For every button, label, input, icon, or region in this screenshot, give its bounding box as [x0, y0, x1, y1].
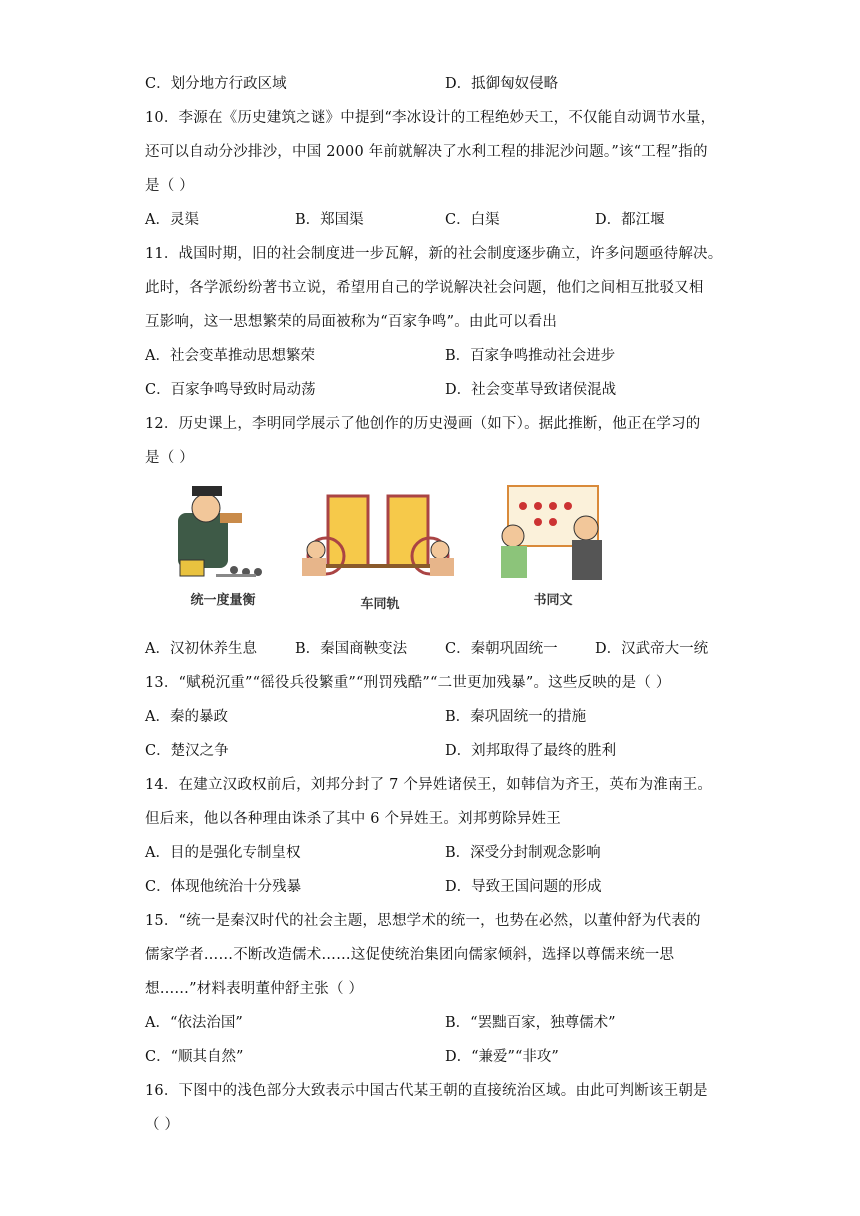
- answer-option[interactable]: B．百家争鸣推动社会进步: [445, 348, 616, 364]
- caption-measures: 统一度量衡: [190, 593, 256, 608]
- answer-option[interactable]: C．“顺其自然”: [145, 1049, 244, 1065]
- question-text-line: 想……”材料表明董仲舒主张（ ）: [145, 981, 364, 997]
- question-text-line: 还可以自动分沙排沙，中国 2000 年前就解决了水利工程的排泥沙问题。”该“工程”指的: [145, 144, 708, 160]
- panel-measures-icon: [178, 486, 262, 608]
- question-text-line: 此时，各学派纷纷著书立说，希望用自己的学说解决社会问题，他们之间相互批驳又相: [145, 280, 704, 296]
- answer-option[interactable]: D．“兼爱”“非攻”: [445, 1049, 559, 1065]
- answer-option[interactable]: A．汉初休养生息: [145, 641, 257, 657]
- answer-option[interactable]: A．灵渠: [145, 212, 199, 228]
- question-text-line: 是（ ）: [145, 178, 194, 194]
- panel-script-icon: [501, 486, 602, 608]
- answer-option[interactable]: C．秦朝巩固统一: [445, 641, 558, 657]
- answer-option[interactable]: B．深受分封制观念影响: [445, 845, 601, 861]
- answer-option[interactable]: A．社会变革推动思想繁荣: [145, 348, 315, 364]
- answer-option[interactable]: D．导致王国问题的形成: [445, 879, 602, 895]
- question-text-line: 11．战国时期，旧的社会制度进一步瓦解，新的社会制度逐步确立，许多问题亟待解决。: [145, 246, 723, 262]
- answer-option[interactable]: B．“罢黜百家，独尊儒术”: [445, 1015, 616, 1031]
- answer-option[interactable]: C．百家争鸣导致时局动荡: [145, 382, 316, 398]
- answer-option[interactable]: B．秦巩固统一的措施: [445, 709, 587, 725]
- answer-option[interactable]: D．抵御匈奴侵略: [445, 76, 559, 92]
- answer-option[interactable]: A．“依法治国”: [145, 1015, 243, 1031]
- answer-option[interactable]: C．体现他统治十分残暴: [145, 879, 302, 895]
- answer-option[interactable]: B．秦国商鞅变法: [295, 641, 408, 657]
- answer-option[interactable]: B．郑国渠: [295, 212, 364, 228]
- question-text-line: 10．李源在《历史建筑之谜》中提到“李冰设计的工程绝妙天工，不仅能自动调节水量，: [145, 110, 716, 126]
- answer-option[interactable]: C．白渠: [445, 212, 500, 228]
- panel-axles-icon: [302, 496, 454, 612]
- answer-option[interactable]: A．目的是强化专制皇权: [145, 845, 301, 861]
- answer-option[interactable]: C．楚汉之争: [145, 743, 229, 759]
- answer-option[interactable]: D．都江堰: [595, 212, 665, 228]
- answer-option[interactable]: D．社会变革导致诸侯混战: [445, 382, 617, 398]
- question-text-line: （ ）: [145, 1117, 180, 1133]
- question-text-line: 15．“统一是秦汉时代的社会主题，思想学术的统一，也势在必然，以董仲舒为代表的: [145, 913, 701, 929]
- question-text-line: 12．历史课上，李明同学展示了他创作的历史漫画（如下）。据此推断，他正在学习的: [145, 416, 701, 432]
- question-text-line: 16．下图中的浅色部分大致表示中国古代某王朝的直接统治区域。由此可判断该王朝是: [145, 1083, 708, 1099]
- comic-svg: [168, 478, 628, 618]
- question-text-line: 14．在建立汉政权前后，刘邦分封了 7 个异姓诸侯王，如韩信为齐王，英布为淮南王。: [145, 777, 713, 793]
- answer-option[interactable]: A．秦的暴政: [145, 709, 228, 725]
- caption-axles: 车同轨: [360, 597, 400, 612]
- question-text-line: 但后来，他以各种理由诛杀了其中 6 个异姓王。刘邦剪除异姓王: [145, 811, 561, 827]
- question-text-line: 互影响，这一思想繁荣的局面被称为“百家争鸣”。由此可以看出: [145, 314, 558, 330]
- question-text-line: 是（ ）: [145, 450, 194, 466]
- answer-option[interactable]: C．划分地方行政区域: [145, 76, 287, 92]
- question-text-line: 13．“赋税沉重”“徭役兵役繁重”“刑罚残酷”“二世更加残暴”。这些反映的是（ ）: [145, 675, 671, 691]
- comic-illustration: [168, 478, 628, 618]
- answer-option[interactable]: D．汉武帝大一统: [595, 641, 709, 657]
- answer-option[interactable]: D．刘邦取得了最终的胜利: [445, 743, 617, 759]
- caption-script: 书同文: [533, 593, 573, 608]
- question-text-line: 儒家学者……不断改造儒术……这促使统治集团向儒家倾斜，选择以尊儒来统一思: [145, 947, 675, 963]
